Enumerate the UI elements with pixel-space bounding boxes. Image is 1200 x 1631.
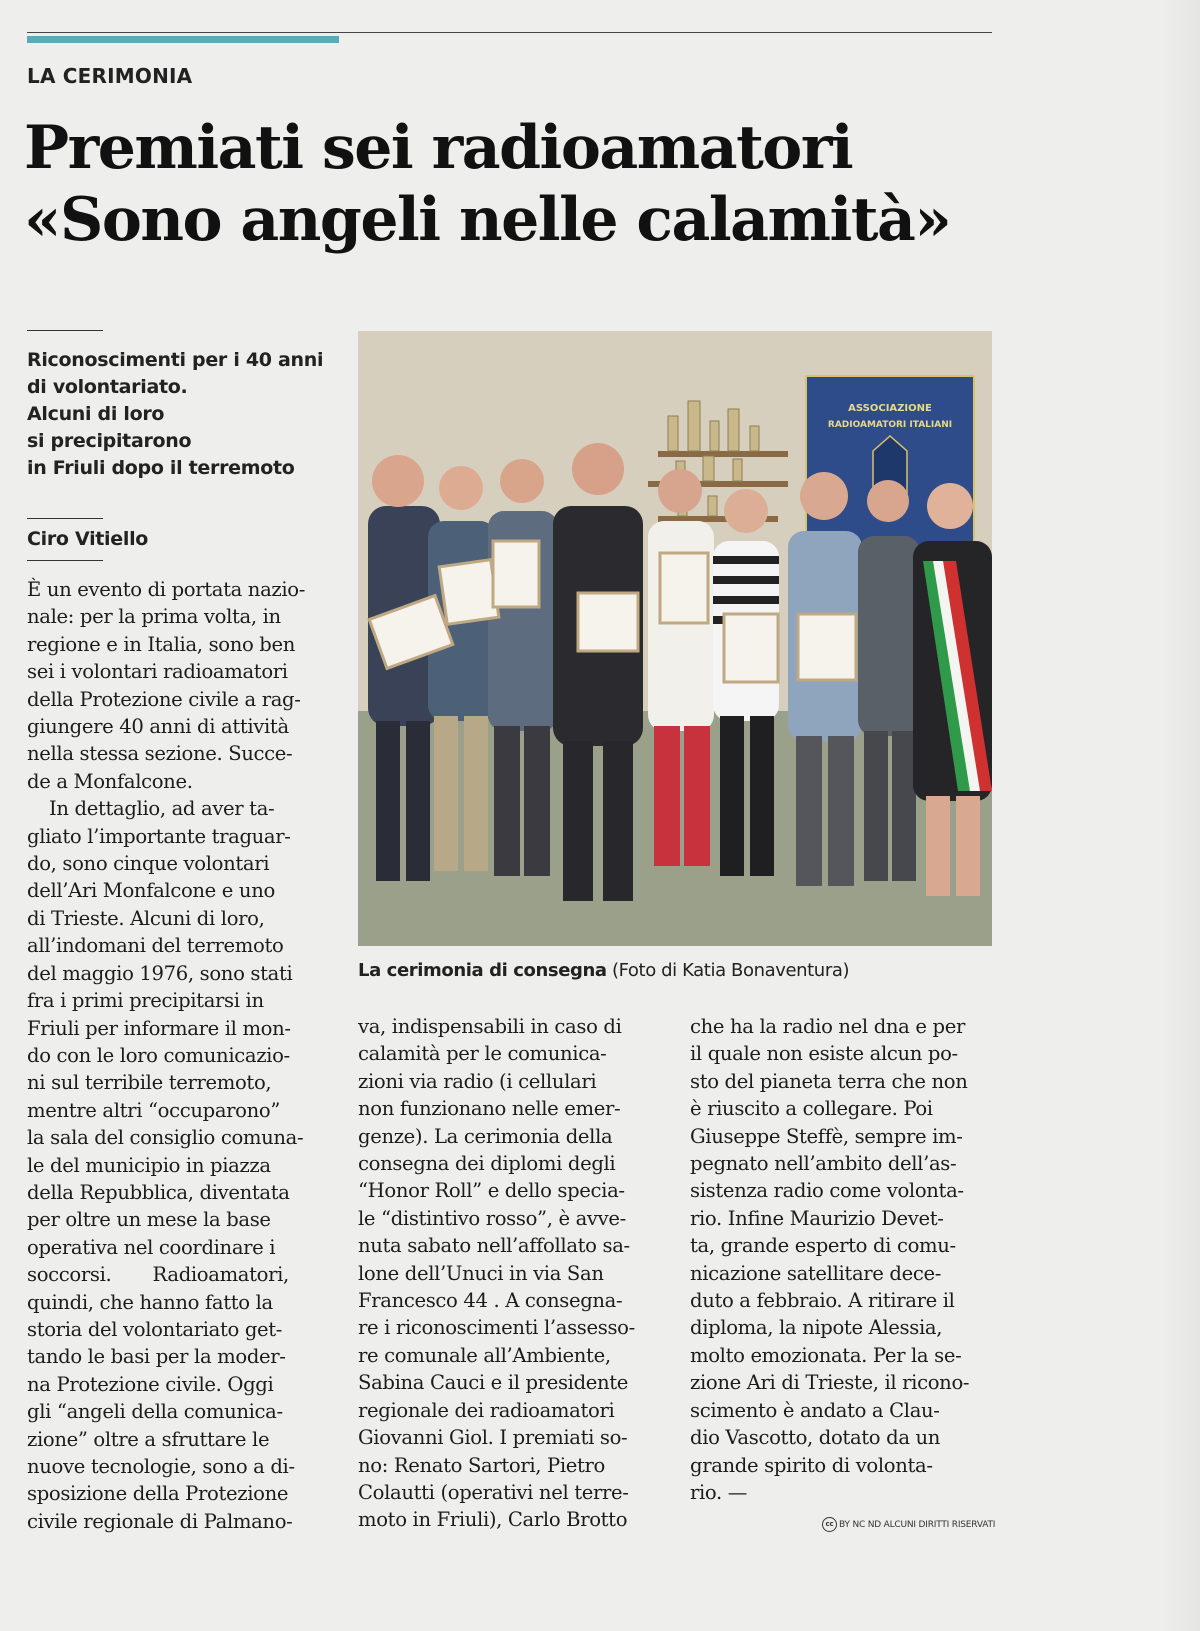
author-top-rule <box>27 518 103 519</box>
body-line: ta, grande esperto di comu- <box>690 1234 956 1258</box>
body-line: va, indispensabili in caso di <box>358 1015 622 1038</box>
body-line: soccorsi. Radioamatori, <box>27 1263 289 1287</box>
summary-line: di volontariato. <box>27 376 188 398</box>
body-line: regione e in Italia, sono ben <box>27 632 296 656</box>
summary-line: Alcuni di loro <box>27 403 165 425</box>
photo-caption-title: La cerimonia di consegna <box>358 960 607 981</box>
body-line: zioni via radio (i cellulari <box>358 1069 597 1093</box>
article-column-3 <box>690 1013 992 1506</box>
body-line: è riuscito a collegare. Poi <box>690 1097 933 1121</box>
body-line: calamità per le comunica- <box>358 1042 607 1066</box>
body-line: sei i volontari radioamatori <box>27 660 288 684</box>
body-line: Colautti (operativi nel terre- <box>358 1480 629 1504</box>
body-line: operativa nel coordinare i <box>27 1235 276 1259</box>
article-column-2 <box>358 1013 658 1534</box>
summary-line: si precipitarono <box>27 430 192 452</box>
body-line: nicazione satellitare dece- <box>690 1261 941 1285</box>
photo-credit: (Foto di Katia Bonaventura) <box>612 960 850 981</box>
body-line: nuove tecnologie, sono a di- <box>27 1455 295 1478</box>
creative-commons-icon: cc <box>822 1517 837 1532</box>
author-byline: Ciro Vitiello <box>27 528 149 550</box>
banner-line-1: ASSOCIAZIONE <box>848 403 932 414</box>
body-line: per oltre un mese la base <box>27 1208 271 1232</box>
body-line: no: Renato Sartori, Pietro <box>358 1453 606 1477</box>
body-line: duto a febbraio. A ritirare il <box>690 1289 955 1313</box>
article-column-1 <box>27 576 327 1535</box>
body-line: Francesco 44 . A consegna- <box>358 1289 623 1313</box>
body-line: lone dell’Unuci in via San <box>358 1261 604 1285</box>
body-line: rio. — <box>690 1480 748 1504</box>
body-line: pegnato nell’ambito dell’as- <box>690 1152 957 1176</box>
body-line: gliato l’importante traguar- <box>27 824 291 848</box>
body-line: ni sul terribile terremoto, <box>27 1071 272 1095</box>
page-edge-shadow <box>1160 0 1200 1631</box>
body-line: zione Ari di Trieste, il ricono- <box>690 1371 970 1395</box>
body-line: fra i primi precipitarsi in <box>27 989 264 1013</box>
body-line: della Repubblica, diventata <box>27 1180 290 1204</box>
license-text: BY NC ND ALCUNI DIRITTI RISERVATI <box>839 1520 996 1530</box>
body-line: molto emozionata. Per la se- <box>690 1343 962 1367</box>
body-line: scimento è andato a Clau- <box>690 1398 940 1422</box>
body-line: diploma, la nipote Alessia, <box>690 1316 943 1340</box>
body-line: non funzionano nelle emer- <box>358 1097 621 1121</box>
summary-line: in Friuli dopo il terremoto <box>27 457 295 479</box>
body-line: genze). La cerimonia della <box>358 1124 613 1148</box>
author-bottom-rule <box>27 560 103 561</box>
body-line: di Trieste. Alcuni di loro, <box>27 906 265 930</box>
body-line: della Protezione civile a rag- <box>27 687 301 711</box>
body-line: storia del volontariato get- <box>27 1317 283 1341</box>
body-line: quindi, che hanno fatto la <box>27 1290 273 1314</box>
headline <box>24 112 1004 256</box>
top-rule <box>27 32 992 33</box>
body-line: che ha la radio nel dna e per <box>690 1015 965 1038</box>
body-line: rio. Infine Maurizio Devet- <box>690 1206 944 1230</box>
body-line: do, sono cinque volontari <box>27 852 270 876</box>
body-line: dell’Ari Monfalcone e uno <box>27 879 275 903</box>
headline-line-2: «Sono angeli nelle calamità» <box>24 185 951 255</box>
body-line: consegna dei diplomi degli <box>358 1152 616 1176</box>
body-line: sposizione della Protezione <box>27 1482 289 1506</box>
summary <box>27 347 327 482</box>
body-line: mentre altri “occuparono” <box>27 1098 280 1122</box>
body-line: moto in Friuli), Carlo Brotto <box>358 1508 628 1532</box>
body-line: In dettaglio, ad aver ta- <box>49 797 275 821</box>
body-line: la sala del consiglio comuna- <box>27 1126 304 1150</box>
license-notice <box>822 1517 995 1532</box>
banner-line-2: RADIOAMATORI ITALIANI <box>827 420 953 430</box>
body-line: nella stessa sezione. Succe- <box>27 742 293 766</box>
body-line: grande spirito di volonta- <box>690 1453 933 1477</box>
body-line: del maggio 1976, sono stati <box>27 961 293 985</box>
headline-line-1: Premiati sei radioamatori <box>24 113 853 183</box>
body-line: re i riconoscimenti l’assesso- <box>358 1316 635 1340</box>
body-line: re comunale all’Ambiente, <box>358 1343 611 1367</box>
ceremony-photo <box>358 331 992 946</box>
body-line: le “distintivo rosso”, è avve- <box>358 1206 626 1230</box>
body-line: sistenza radio come volonta- <box>690 1179 964 1203</box>
body-line: Giovanni Giol. I premiati so- <box>358 1426 628 1450</box>
body-line: dio Vascotto, dotato da un <box>690 1426 941 1450</box>
summary-line: Riconoscimenti per i 40 anni <box>27 349 324 371</box>
body-line: do con le loro comunicazio- <box>27 1043 290 1067</box>
body-line: civile regionale di Palmano- <box>27 1509 293 1533</box>
body-line: Sabina Cauci e il presidente <box>358 1371 629 1395</box>
body-line: È un evento di portata nazio- <box>27 578 306 601</box>
section-kicker: LA CERIMONIA <box>27 64 193 88</box>
photo-caption <box>358 960 849 981</box>
body-line: tando le basi per la moder- <box>27 1345 286 1369</box>
body-line: Friuli per informare il mon- <box>27 1016 291 1040</box>
body-line: regionale dei radioamatori <box>358 1398 615 1422</box>
body-line: sto del pianeta terra che non <box>690 1069 968 1093</box>
body-line: na Protezione civile. Oggi <box>27 1372 274 1396</box>
body-line: nuta sabato nell’affollato sa- <box>358 1234 630 1258</box>
ceremony-photo-illustration <box>358 331 992 946</box>
body-line: nale: per la prima volta, in <box>27 605 281 629</box>
body-line: le del municipio in piazza <box>27 1153 271 1177</box>
body-line: de a Monfalcone. <box>27 769 193 793</box>
body-line: il quale non esiste alcun po- <box>690 1042 958 1066</box>
body-line: “Honor Roll” e dello specia- <box>358 1179 625 1203</box>
body-line: giungere 40 anni di attività <box>27 715 289 739</box>
body-line: Giuseppe Steffè, sempre im- <box>690 1124 963 1148</box>
body-line: all’indomani del terremoto <box>27 934 284 958</box>
body-line: zione” oltre a sfruttare le <box>27 1427 270 1451</box>
summary-top-rule <box>27 330 103 331</box>
body-line: gli “angeli della comunica- <box>27 1400 283 1424</box>
section-accent-bar <box>27 36 339 43</box>
